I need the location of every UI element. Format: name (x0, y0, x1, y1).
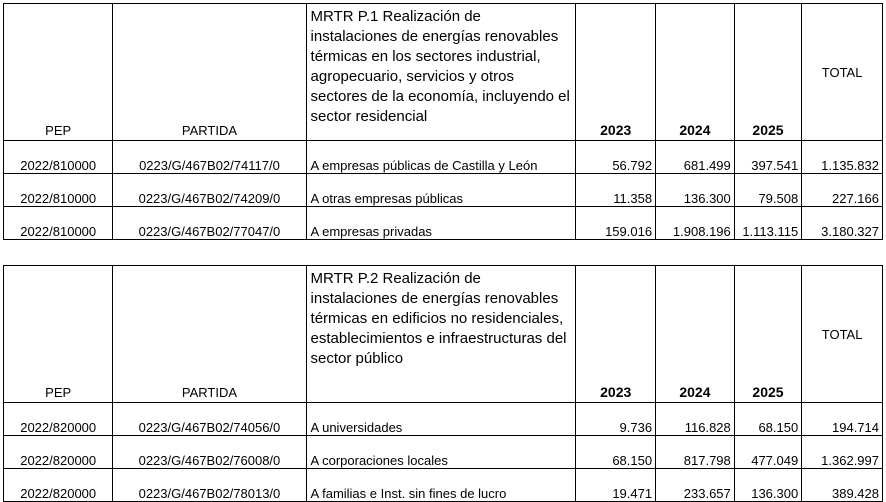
amount-2025-cell: 1.113.115 (734, 207, 801, 240)
header-pep: PEP (4, 4, 113, 141)
header-year-2024: 2024 (656, 4, 735, 141)
amount-2024-cell: 116.828 (656, 403, 735, 436)
amount-total-cell: 227.166 (802, 174, 883, 207)
header-row (4, 266, 883, 403)
table-row (4, 207, 883, 240)
amount-2025-cell: 136.300 (734, 469, 801, 502)
partida-cell: 0223/G/467B02/76008/0 (113, 436, 306, 469)
amount-2025-cell: 397.541 (734, 141, 801, 174)
amount-2024-cell: 1.908.196 (656, 207, 735, 240)
header-description: MRTR P.1 Realización de instalaciones de energías renovables térmicas en los sectores industrial, agropecuario, servicios y otros sectores de la economía, incluyendo el sector residencial (306, 4, 576, 141)
header-partida: PARTIDA (113, 4, 306, 141)
pep-cell: 2022/820000 (4, 403, 113, 436)
amount-2025-cell: 79.508 (734, 174, 801, 207)
amount-total-cell: 3.180.327 (802, 207, 883, 240)
pep-cell: 2022/820000 (4, 436, 113, 469)
table-row (4, 403, 883, 436)
amount-2024-cell: 817.798 (656, 436, 735, 469)
table-row (4, 141, 883, 174)
partida-cell: 0223/G/467B02/78013/0 (113, 469, 306, 502)
pep-cell: 2022/810000 (4, 141, 113, 174)
amount-2023-cell: 19.471 (576, 469, 656, 502)
amount-total-cell: 1.362.997 (802, 436, 883, 469)
header-total: TOTAL (802, 4, 883, 141)
table-row (4, 469, 883, 502)
amount-2024-cell: 136.300 (656, 174, 735, 207)
amount-2023-cell: 56.792 (576, 141, 656, 174)
header-partida: PARTIDA (113, 266, 306, 403)
header-description: MRTR P.2 Realización de instalaciones de energías renovables térmicas en edificios no residenciales, establecimientos e infraestructuras del sector público (306, 266, 576, 403)
pep-cell: 2022/810000 (4, 207, 113, 240)
header-row (4, 4, 883, 141)
amount-total-cell: 389.428 (802, 469, 883, 502)
table-row (4, 436, 883, 469)
pep-cell: 2022/810000 (4, 174, 113, 207)
amount-2025-cell: 68.150 (734, 403, 801, 436)
header-year-2023: 2023 (576, 266, 656, 403)
header-year-2025: 2025 (734, 266, 801, 403)
concept-cell: A corporaciones locales (306, 436, 576, 469)
header-year-2025: 2025 (734, 4, 801, 141)
partida-cell: 0223/G/467B02/77047/0 (113, 207, 306, 240)
partida-cell: 0223/G/467B02/74209/0 (113, 174, 306, 207)
amount-2023-cell: 9.736 (576, 403, 656, 436)
budget-table-p1 (3, 3, 883, 240)
concept-cell: A empresas privadas (306, 207, 576, 240)
amount-2024-cell: 233.657 (656, 469, 735, 502)
header-total: TOTAL (802, 266, 883, 403)
amount-2023-cell: 68.150 (576, 436, 656, 469)
amount-total-cell: 1.135.832 (802, 141, 883, 174)
amount-2024-cell: 681.499 (656, 141, 735, 174)
header-year-2023: 2023 (576, 4, 656, 141)
pep-cell: 2022/820000 (4, 469, 113, 502)
amount-2023-cell: 159.016 (576, 207, 656, 240)
partida-cell: 0223/G/467B02/74056/0 (113, 403, 306, 436)
budget-table-p2 (3, 265, 883, 502)
concept-cell: A otras empresas públicas (306, 174, 576, 207)
amount-total-cell: 194.714 (802, 403, 883, 436)
amount-2025-cell: 477.049 (734, 436, 801, 469)
concept-cell: A universidades (306, 403, 576, 436)
table-row (4, 174, 883, 207)
amount-2023-cell: 11.358 (576, 174, 656, 207)
header-year-2024: 2024 (656, 266, 735, 403)
header-pep: PEP (4, 266, 113, 403)
concept-cell: A empresas públicas de Castilla y León (306, 141, 576, 174)
partida-cell: 0223/G/467B02/74117/0 (113, 141, 306, 174)
concept-cell: A familias e Inst. sin fines de lucro (306, 469, 576, 502)
